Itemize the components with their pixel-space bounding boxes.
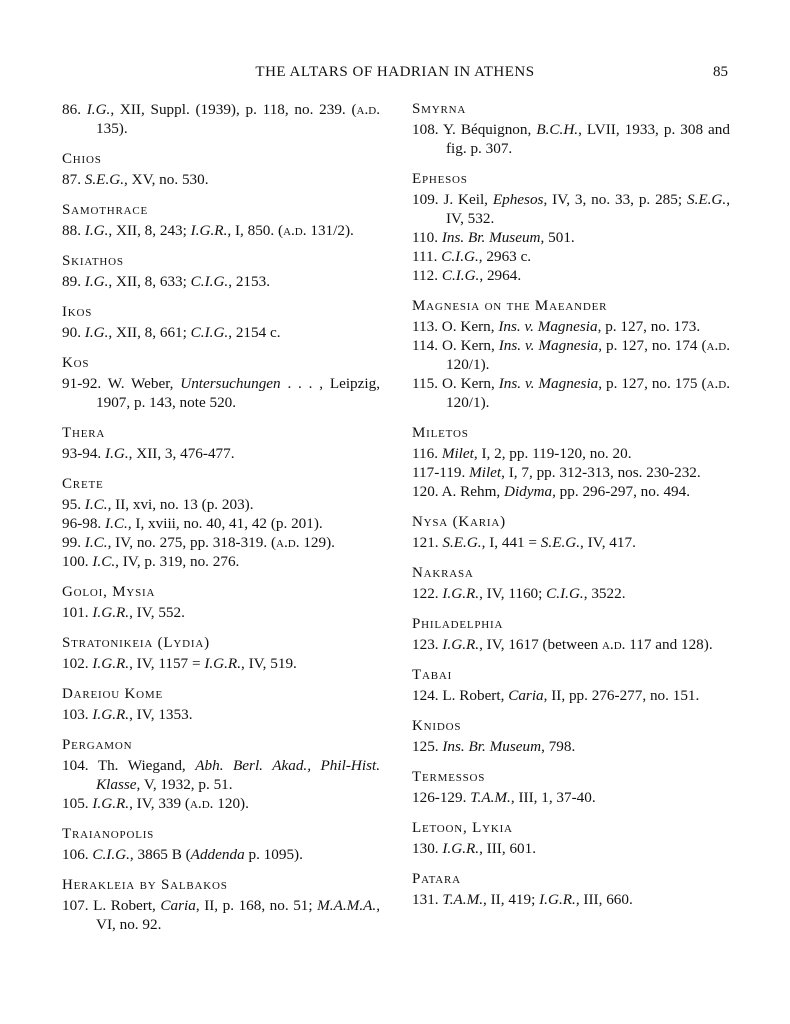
citation-title: Caria bbox=[508, 687, 544, 704]
section-heading: Patara bbox=[412, 871, 461, 887]
citation-title: S.E.G. bbox=[442, 534, 482, 551]
section-heading: Chios bbox=[62, 151, 102, 167]
bibliography-section bbox=[62, 150, 380, 189]
citation-title: I.G. bbox=[105, 445, 129, 462]
bibliography-section bbox=[62, 252, 380, 291]
bibliography-entry: 125. Ins. Br. Museum, 798. bbox=[412, 738, 576, 755]
bibliography-section bbox=[412, 297, 730, 412]
bibliography-entry: 106. C.I.G., 3865 B (Addenda p. 1095). bbox=[62, 846, 303, 863]
bibliography-entry: 131. T.A.M., II, 419; I.G.R., III, 660. bbox=[412, 891, 633, 908]
era-abbreviation: a.d. bbox=[276, 534, 300, 551]
bibliography-section bbox=[62, 583, 380, 622]
citation-title: S.E.G. bbox=[686, 191, 727, 208]
citation-title: C.I.G. bbox=[546, 585, 584, 602]
section-heading: Ephesos bbox=[412, 171, 468, 187]
bibliography-entry: 87. S.E.G., XV, no. 530. bbox=[62, 171, 209, 188]
citation-title: Ins. v. Magnesia bbox=[498, 337, 599, 354]
section-heading: Philadelphia bbox=[412, 616, 504, 632]
page-number: 85 bbox=[713, 64, 728, 80]
bibliography-section bbox=[412, 564, 730, 603]
citation-title: S.E.G. bbox=[540, 534, 581, 551]
bibliography-section bbox=[62, 303, 380, 342]
citation-title: Ins. Br. Museum bbox=[442, 738, 542, 755]
bibliography-entry: 117-119. Milet, I, 7, pp. 312-313, nos. 230-232. bbox=[412, 464, 701, 481]
bibliography-entry: 100. I.C., IV, p. 319, no. 276. bbox=[62, 553, 240, 570]
bibliography-section bbox=[412, 768, 730, 807]
section-heading: Thera bbox=[62, 425, 106, 441]
section-heading: Skiathos bbox=[62, 253, 124, 269]
bibliography-entry: 90. I.G., XII, 8, 661; C.I.G., 2154 c. bbox=[62, 324, 281, 341]
bibliography-section bbox=[62, 424, 380, 463]
bibliography-section bbox=[62, 201, 380, 240]
citation-title: Milet bbox=[441, 445, 474, 462]
section-heading: Stratonikeia (Lydia) bbox=[62, 635, 210, 651]
citation-title: C.I.G. bbox=[441, 248, 479, 265]
citation-title: Untersuchungen bbox=[180, 375, 281, 392]
section-heading: Goloi, Mysia bbox=[62, 584, 156, 600]
citation-title: Milet bbox=[469, 464, 502, 481]
bibliography-section bbox=[412, 717, 730, 756]
section-heading: Crete bbox=[62, 476, 104, 492]
bibliography-entry: 124. L. Robert, Caria, II, pp. 276-277, no. 151. bbox=[412, 687, 700, 704]
bibliography-section bbox=[412, 513, 730, 552]
citation-title: Addenda bbox=[190, 846, 245, 863]
bibliography-entry: 95. I.C., II, xvi, no. 13 (p. 203). bbox=[62, 496, 254, 513]
bibliography-section bbox=[62, 634, 380, 673]
bibliography-entry: 110. Ins. Br. Museum, 501. bbox=[412, 229, 575, 246]
bibliography-section bbox=[412, 100, 730, 158]
bibliography-entry: 104. Th. Wiegand, Abh. Berl. Akad., Phil-Hist. Klasse, V, 1932, p. 51. bbox=[62, 757, 381, 793]
bibliography-entry: 116. Milet, I, 2, pp. 119-120, no. 20. bbox=[412, 445, 632, 462]
section-heading: Pergamon bbox=[62, 737, 133, 753]
bibliography-section bbox=[412, 170, 730, 285]
citation-title: I.G. bbox=[84, 324, 109, 341]
citation-title: I.G.R. bbox=[92, 604, 130, 621]
bibliography-entry: 115. O. Kern, Ins. v. Magnesia, p. 127, no. 175 (a.d. 120/1). bbox=[412, 375, 730, 411]
bibliography-section bbox=[62, 354, 380, 412]
bibliography-section bbox=[412, 870, 730, 909]
citation-title: M.A.M.A. bbox=[317, 897, 377, 914]
citation-title: I.G.R. bbox=[539, 891, 576, 908]
bibliography-entry: 101. I.G.R., IV, 552. bbox=[62, 604, 185, 621]
bibliography-entry: 130. I.G.R., III, 601. bbox=[412, 840, 537, 857]
bibliography-entry: 86. I.G., XII, Suppl. (1939), p. 118, no. 239. (a.d. 135). bbox=[62, 101, 381, 137]
bibliography-section bbox=[62, 685, 380, 724]
bibliography-entry: 126-129. T.A.M., III, 1, 37-40. bbox=[412, 789, 596, 806]
bibliography-section bbox=[412, 819, 730, 858]
citation-title: B.C.H. bbox=[536, 121, 579, 138]
citation-title: Ins. Br. Museum bbox=[441, 229, 541, 246]
bibliography-entry: 120. A. Rehm, Didyma, pp. 296-297, no. 494. bbox=[412, 483, 691, 500]
citation-title: I.G.R. bbox=[442, 636, 480, 653]
bibliography-section bbox=[62, 736, 380, 813]
citation-title: I.G.R. bbox=[92, 706, 130, 723]
bibliography-entry: 113. O. Kern, Ins. v. Magnesia, p. 127, no. 173. bbox=[412, 318, 701, 335]
citation-title: C.I.G. bbox=[92, 846, 130, 863]
bibliography-entry: 91-92. W. Weber, Untersuchungen . . . , Leipzig, 1907, p. 143, note 520. bbox=[62, 375, 380, 411]
left-column bbox=[62, 100, 380, 946]
bibliography-entry: 121. S.E.G., I, 441 = S.E.G., IV, 417. bbox=[412, 534, 636, 551]
bibliography-entry: 122. I.G.R., IV, 1160; C.I.G., 3522. bbox=[412, 585, 626, 602]
era-abbreviation: a.d. bbox=[706, 337, 730, 354]
right-column bbox=[412, 100, 730, 921]
citation-title: C.I.G. bbox=[441, 267, 480, 284]
citation-title: I.C. bbox=[105, 515, 128, 532]
citation-title: Abh. Berl. Akad., Phil-Hist. Klasse bbox=[96, 757, 381, 793]
bibliography-section bbox=[62, 876, 380, 934]
bibliography-section bbox=[62, 100, 380, 138]
bibliography-section bbox=[62, 825, 380, 864]
section-heading: Termessos bbox=[412, 769, 486, 785]
bibliography-entry: 109. J. Keil, Ephesos, IV, 3, no. 33, p. 285; S.E.G., IV, 532. bbox=[412, 191, 730, 227]
era-abbreviation: a.d. bbox=[356, 101, 381, 118]
section-heading: Letoon, Lykia bbox=[412, 820, 513, 836]
running-head: THE ALTARS OF HADRIAN IN ATHENS bbox=[255, 64, 535, 80]
bibliography-entry: 102. I.G.R., IV, 1157 = I.G.R., IV, 519. bbox=[62, 655, 297, 672]
citation-title: Ephesos bbox=[492, 191, 544, 208]
bibliography-entry: 99. I.C., IV, no. 275, pp. 318-319. (a.d. 129). bbox=[62, 534, 335, 551]
section-heading: Herakleia by Salbakos bbox=[62, 877, 228, 893]
citation-title: I.G.R. bbox=[442, 585, 480, 602]
citation-title: I.G. bbox=[84, 273, 109, 290]
section-heading: Tabai bbox=[412, 667, 453, 683]
citation-title: I.G.R. bbox=[204, 655, 242, 672]
era-abbreviation: a.d. bbox=[283, 222, 307, 239]
citation-title: I.G.R. bbox=[190, 222, 228, 239]
citation-title: I.G.R. bbox=[92, 655, 130, 672]
citation-title: Ins. v. Magnesia bbox=[498, 318, 598, 335]
citation-title: I.G. bbox=[86, 101, 111, 118]
section-heading: Magnesia on the Maeander bbox=[412, 298, 608, 314]
citation-title: Ins. v. Magnesia bbox=[498, 375, 599, 392]
citation-title: Caria bbox=[160, 897, 196, 914]
citation-title: I.G. bbox=[84, 222, 109, 239]
citation-title: S.E.G. bbox=[84, 171, 125, 188]
citation-title: T.A.M. bbox=[442, 891, 484, 908]
citation-title: I.C. bbox=[92, 553, 116, 570]
bibliography-entry: 111. C.I.G., 2963 c. bbox=[412, 248, 532, 265]
section-heading: Nakrasa bbox=[412, 565, 474, 581]
section-heading: Knidos bbox=[412, 718, 462, 734]
era-abbreviation: a.d. bbox=[189, 795, 214, 812]
section-heading: Dareiou Kome bbox=[62, 686, 164, 702]
page-header bbox=[62, 64, 728, 86]
section-heading: Ikos bbox=[62, 304, 93, 320]
section-heading: Kos bbox=[62, 355, 90, 371]
citation-title: I.G.R. bbox=[442, 840, 480, 857]
section-heading: Smyrna bbox=[412, 101, 467, 117]
bibliography-section bbox=[412, 615, 730, 654]
bibliography-entry: 93-94. I.G., XII, 3, 476-477. bbox=[62, 445, 235, 462]
bibliography-entry: 105. I.G.R., IV, 339 (a.d. 120). bbox=[62, 795, 249, 812]
citation-title: Didyma bbox=[503, 483, 553, 500]
bibliography-entry: 103. I.G.R., IV, 1353. bbox=[62, 706, 193, 723]
era-abbreviation: a.d. bbox=[601, 636, 626, 653]
bibliography-entry: 112. C.I.G., 2964. bbox=[412, 267, 522, 284]
bibliography-entry: 96-98. I.C., I, xviii, no. 40, 41, 42 (p. 201). bbox=[62, 515, 323, 532]
bibliography-entry: 89. I.G., XII, 8, 633; C.I.G., 2153. bbox=[62, 273, 270, 290]
citation-title: T.A.M. bbox=[470, 789, 511, 806]
bibliography-entry: 107. L. Robert, Caria, II, p. 168, no. 51; M.A.M.A., VI, no. 92. bbox=[62, 897, 380, 933]
section-heading: Miletos bbox=[412, 425, 469, 441]
bibliography-entry: 123. I.G.R., IV, 1617 (between a.d. 117 and 128). bbox=[412, 636, 713, 653]
bibliography-section bbox=[412, 666, 730, 705]
citation-title: C.I.G. bbox=[190, 324, 229, 341]
citation-title: C.I.G. bbox=[190, 273, 229, 290]
era-abbreviation: a.d. bbox=[706, 375, 730, 392]
citation-title: I.C. bbox=[84, 534, 108, 551]
citation-title: I.C. bbox=[84, 496, 108, 513]
bibliography-section bbox=[412, 424, 730, 501]
bibliography-entry: 108. Y. Béquignon, B.C.H., LVII, 1933, p. 308 and fig. p. 307. bbox=[412, 121, 730, 157]
bibliography-section bbox=[62, 475, 380, 571]
bibliography-entry: 88. I.G., XII, 8, 243; I.G.R., I, 850. (a.d. 131/2). bbox=[62, 222, 354, 239]
section-heading: Samothrace bbox=[62, 202, 149, 218]
citation-title: I.G.R. bbox=[92, 795, 130, 812]
section-heading: Nysa (Karia) bbox=[412, 514, 506, 530]
bibliography-entry: 114. O. Kern, Ins. v. Magnesia, p. 127, no. 174 (a.d. 120/1). bbox=[412, 337, 730, 373]
section-heading: Traianopolis bbox=[62, 826, 155, 842]
